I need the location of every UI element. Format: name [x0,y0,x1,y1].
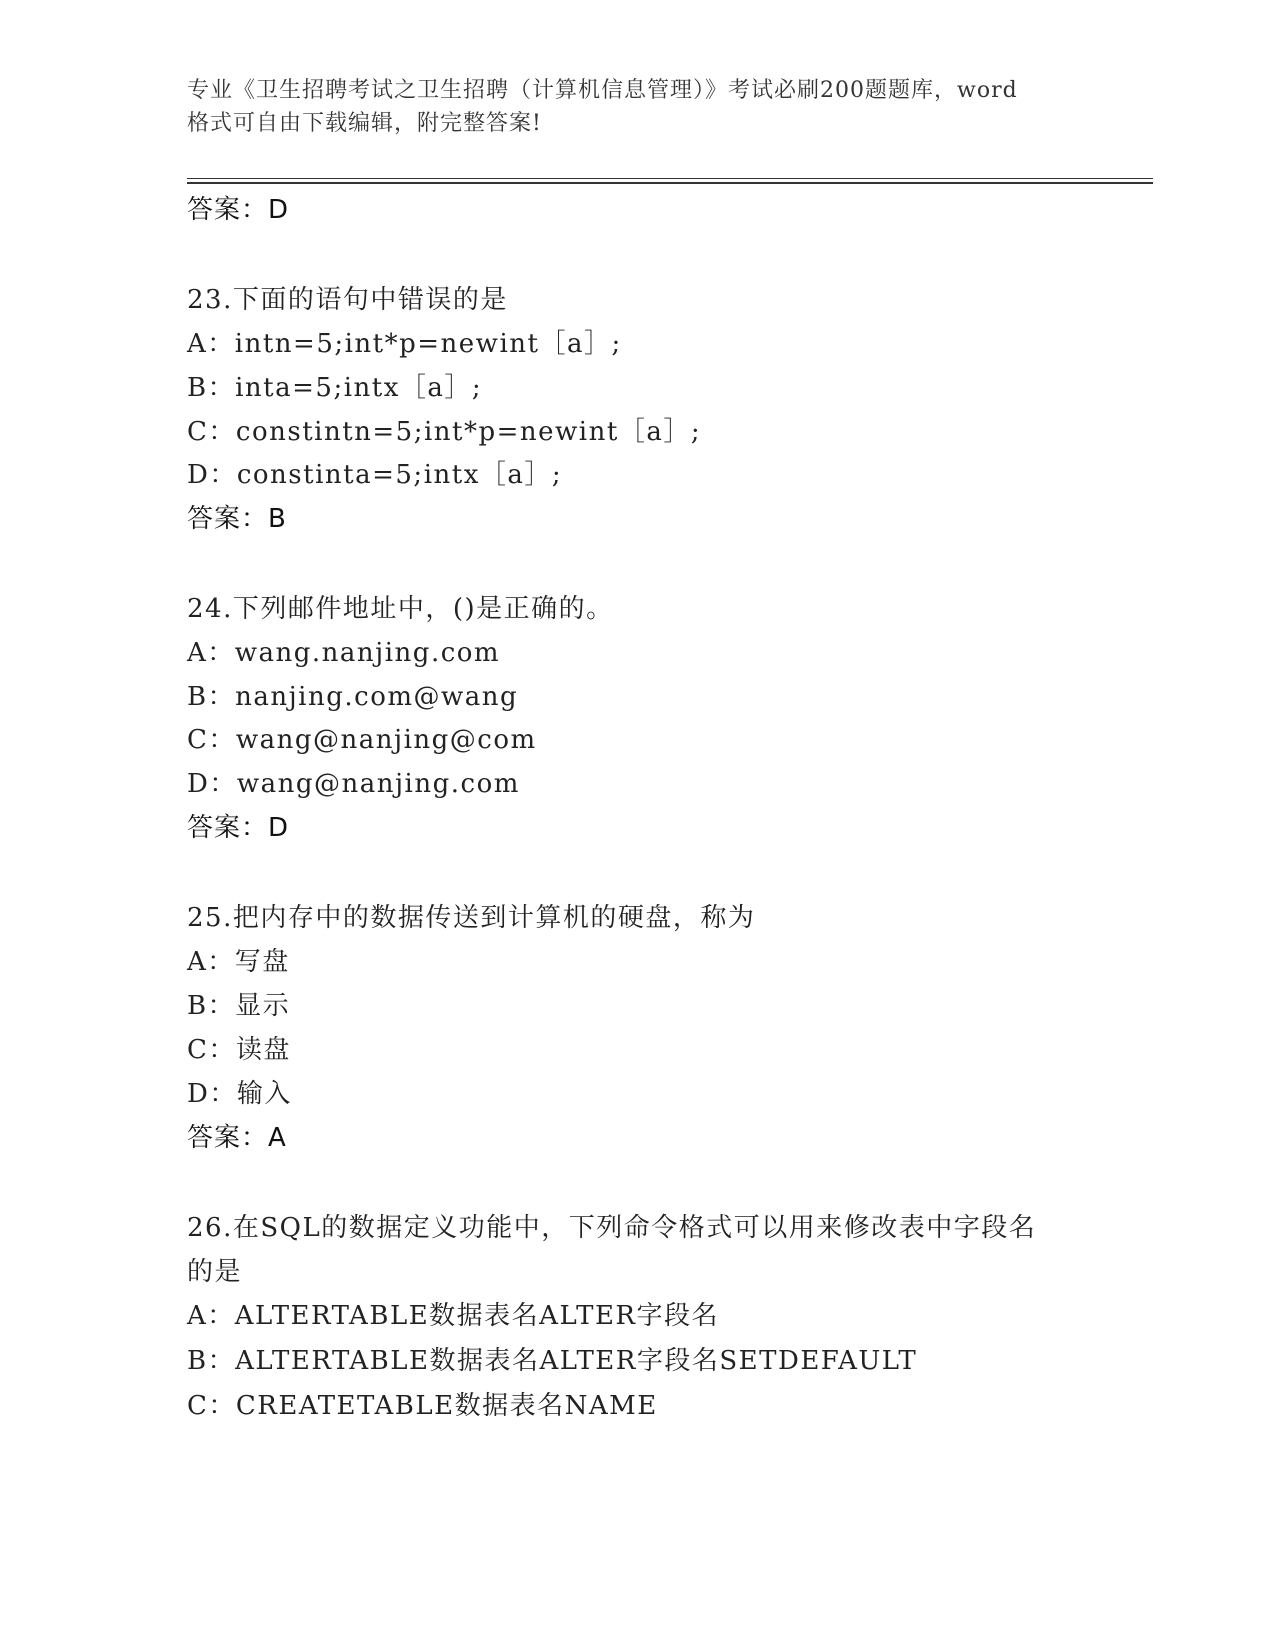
answer-line: 答案：D [187,813,290,843]
answer-line: 答案：B [187,504,287,534]
option-c: C：读盘 [187,1035,291,1065]
header-line-2: 格式可自由下载编辑，附完整答案! [187,111,542,136]
option-a: A：ALTERTABLE数据表名ALTER字段名 [187,1301,720,1331]
option-d: D：wang@nanjing.com [187,769,520,799]
option-a: A：wang.nanjing.com [187,638,501,668]
header-divider-thin [187,178,1153,179]
option-b: B：ALTERTABLE数据表名ALTER字段名SETDEFAULT [187,1346,918,1376]
header-divider-thick [187,182,1153,184]
option-d: D：输入 [187,1079,292,1109]
option-c: C：wang@nanjing@com [187,725,537,755]
option-a: A：写盘 [187,947,290,977]
option-b: B：inta=5;intx［a］; [187,373,483,403]
option-b: B：nanjing.com@wang [187,682,519,712]
option-c: C：constintn=5;int*p=newint［a］; [187,417,702,447]
answer-line: 答案：A [187,1123,287,1153]
option-c: C：CREATETABLE数据表名NAME [187,1391,658,1421]
option-d: D：constinta=5;intx［a］; [187,460,563,490]
option-a: A：intn=5;int*p=newint［a］; [187,329,622,359]
answer-line: 答案：D [187,195,290,225]
document-header [187,74,1087,140]
question-text-line-2: 的是 [187,1257,243,1287]
option-b: B：显示 [187,991,291,1021]
question-text: 25.把内存中的数据传送到计算机的硬盘，称为 [187,903,756,933]
question-text-line-1: 26.在SQL的数据定义功能中，下列命令格式可以用来修改表中字段名 [187,1213,1037,1243]
header-line-1: 专业《卫生招聘考试之卫生招聘（计算机信息管理）》考试必刷200题题库，word [187,78,1018,103]
question-text: 23.下面的语句中错误的是 [187,285,508,315]
question-text: 24.下列邮件地址中，()是正确的。 [187,594,614,624]
